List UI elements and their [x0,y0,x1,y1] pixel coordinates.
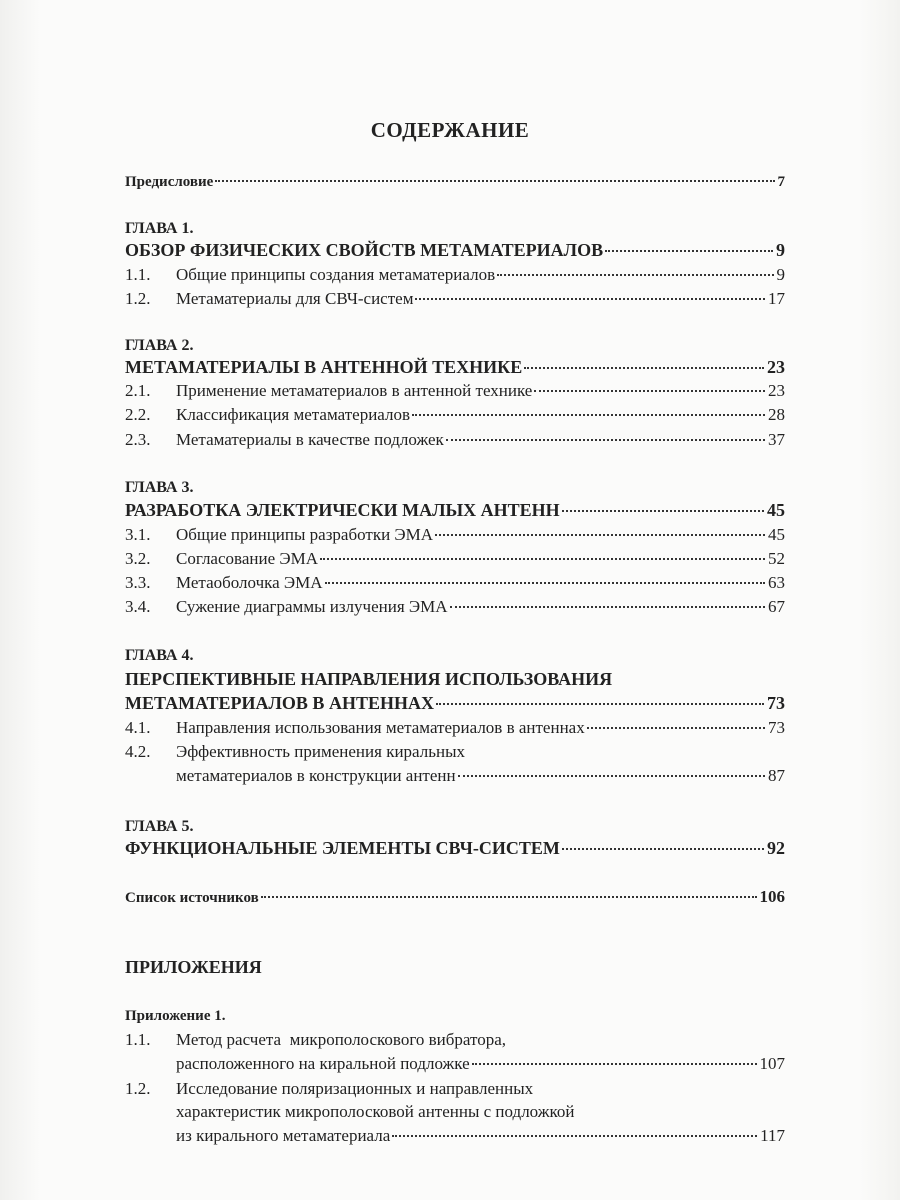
toc-entry-3-1[interactable] [125,525,785,545]
toc-entry-1-2[interactable] [125,289,785,309]
toc-entry-chapter-5[interactable] [125,838,785,858]
entry-number: 3.4. [125,597,151,616]
toc-entry-chapter-4[interactable] [125,693,785,713]
entry-page: 73 [768,718,785,737]
entry-label: метаматериалов в конструкции антенн [176,766,456,785]
leader-dots [436,703,764,705]
entry-page: 117 [760,1126,785,1145]
toc-entry-chapter-2[interactable] [125,357,785,377]
entry-label: Метаматериалы для СВЧ-систем [176,289,414,308]
toc-entry-preface[interactable] [125,172,785,192]
toc-entry-chapter-3[interactable] [125,500,785,520]
toc-entry-4-2-cont[interactable] [125,766,785,786]
entry-label: характеристик микрополосковой антенны с подложкой [176,1102,575,1121]
chapter-label: ГЛАВА 2. [125,337,194,354]
appendices-heading: ПРИЛОЖЕНИЯ [125,957,262,977]
chapter-label: ГЛАВА 5. [125,818,194,835]
entry-page: 52 [768,549,785,568]
entry-page: 7 [777,174,785,190]
leader-dots [325,582,765,584]
leader-dots [435,534,765,536]
leader-dots [534,390,765,392]
entry-label: Список источников [125,890,259,906]
toc-entry-sources[interactable] [125,887,785,908]
toc-entry-4-2[interactable] [125,742,785,762]
entry-page: 106 [759,887,785,906]
leader-dots [446,439,765,441]
leader-dots [450,606,765,608]
entry-label: Метаоболочка ЭМА [176,573,323,592]
leader-dots [472,1063,757,1065]
entry-page: 23 [768,381,785,400]
chapter-label: ГЛАВА 4. [125,647,194,664]
leader-dots [320,558,765,560]
entry-label: Метод расчета микрополоскового вибратора, [176,1030,507,1049]
entry-label: Согласование ЭМА [176,549,318,568]
entry-page: 107 [759,1054,785,1073]
chapter-title: ФУНКЦИОНАЛЬНЫЕ ЭЛЕМЕНТЫ СВЧ-СИСТЕМ [125,838,560,858]
leader-dots [415,298,765,300]
entry-number: 1.2. [125,1079,151,1098]
entry-label: Сужение диаграммы излучения ЭМА [176,597,448,616]
entry-number: 4.2. [125,742,151,761]
chapter-label: ГЛАВА 1. [125,220,194,237]
entry-label: Исследование поляризационных и направленных [176,1079,534,1098]
toc-entry-4-1[interactable] [125,718,785,738]
entry-label: Общие принципы создания метаматериалов [176,265,496,284]
leader-dots [412,414,765,416]
entry-label: Предисловие [125,174,214,190]
chapter-title: МЕТАМАТЕРИАЛОВ В АНТЕННАХ [125,693,434,713]
entry-page: 87 [768,766,785,785]
entry-label: расположенного на киральной подложке [176,1054,470,1073]
entry-page: 23 [767,357,785,377]
leader-dots [524,367,764,369]
entry-page: 45 [767,500,785,520]
toc-entry-2-2[interactable] [125,405,785,425]
chapter-title: РАЗРАБОТКА ЭЛЕКТРИЧЕСКИ МАЛЫХ АНТЕНН [125,500,560,520]
entry-number: 2.3. [125,430,151,449]
leader-dots [562,510,764,512]
entry-number: 1.2. [125,289,151,308]
leader-dots [458,775,765,777]
chapter-title-line: ПЕРСПЕКТИВНЫЕ НАПРАВЛЕНИЯ ИСПОЛЬЗОВАНИЯ [125,669,613,689]
entry-label: Метаматериалы в качестве подложек [176,430,444,449]
toc-entry-app-1-2-cont[interactable] [125,1102,785,1122]
entry-label: Эффективность применения киральных [176,742,465,761]
leader-dots [587,727,765,729]
entry-label: Классификация метаматериалов [176,405,410,424]
entry-page: 67 [768,597,785,616]
toc-entry-2-1[interactable] [125,381,785,401]
leader-dots [392,1135,757,1137]
entry-label: Направления использования метаматериалов в антеннах [176,718,585,737]
entry-page: 37 [768,430,785,449]
entry-page: 9 [776,240,785,260]
toc-entry-3-3[interactable] [125,573,785,593]
appendix-label: Приложение 1. [125,1008,226,1024]
leader-dots [562,848,764,850]
entry-number: 3.3. [125,573,151,592]
toc-entry-app-1-1-cont[interactable] [125,1054,785,1074]
entry-number: 1.1. [125,265,151,284]
leader-dots [215,180,774,182]
entry-page: 63 [768,573,785,592]
entry-page: 28 [768,405,785,424]
toc-entry-app-1-1[interactable] [125,1030,785,1050]
chapter-title: ОБЗОР ФИЗИЧЕСКИХ СВОЙСТВ МЕТАМАТЕРИАЛОВ [125,240,604,260]
entry-number: 2.2. [125,405,151,424]
entry-label: из кирального метаматериала [176,1126,391,1145]
entry-page: 73 [767,693,785,713]
toc-entry-app-1-2[interactable] [125,1079,785,1099]
chapter-label: ГЛАВА 3. [125,479,194,496]
toc-title: СОДЕРЖАНИЕ [370,118,530,142]
entry-number: 3.1. [125,525,151,544]
entry-number: 3.2. [125,549,151,568]
entry-number: 2.1. [125,381,151,400]
entry-label: Общие принципы разработки ЭМА [176,525,434,544]
chapter-title: МЕТАМАТЕРИАЛЫ В АНТЕННОЙ ТЕХНИКЕ [125,357,523,377]
entry-number: 1.1. [125,1030,151,1049]
toc-entry-app-1-2-cont2[interactable] [125,1126,785,1146]
toc-entry-2-3[interactable] [125,430,785,450]
entry-number: 4.1. [125,718,151,737]
entry-page: 92 [767,838,785,858]
entry-page: 9 [776,265,785,284]
entry-page: 17 [768,289,785,308]
leader-dots [605,250,773,252]
toc-entry-3-2[interactable] [125,549,785,569]
entry-label: Применение метаматериалов в антенной технике [176,381,533,400]
leader-dots [261,896,757,898]
entry-page: 45 [768,525,785,544]
toc-entry-3-4[interactable] [125,597,785,617]
leader-dots [497,274,773,276]
toc-entry-1-1[interactable] [125,265,785,285]
toc-entry-chapter-1[interactable] [125,240,785,260]
